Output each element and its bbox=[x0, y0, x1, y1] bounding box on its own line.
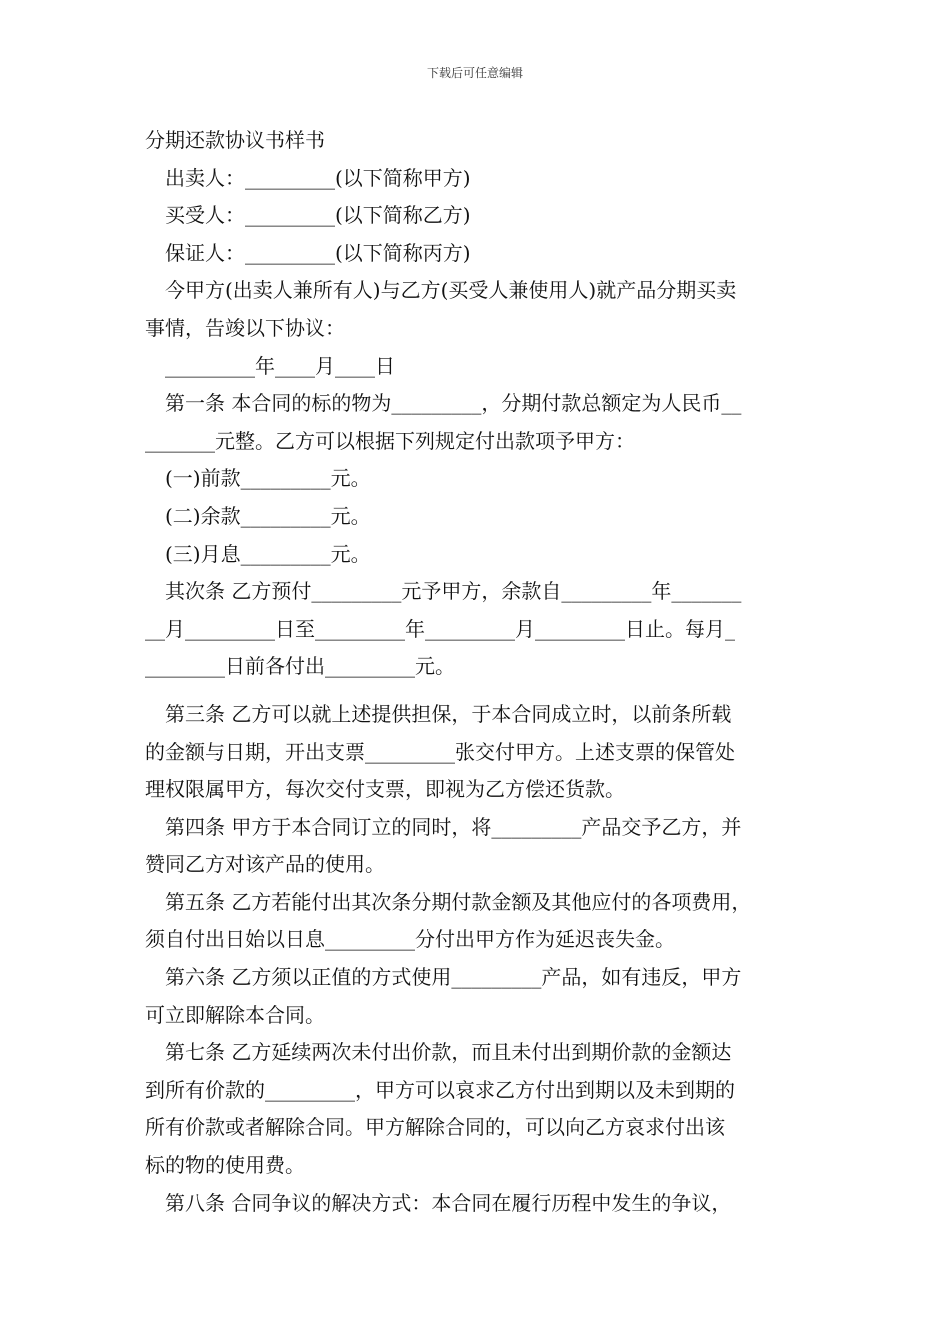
document-line: 今甲方(出卖人兼所有人)与乙方(买受人兼使用人)就产品分期买卖 bbox=[165, 278, 737, 303]
document-line: _______元整。乙方可以根据下列规定付出款项予甲方： bbox=[145, 428, 635, 453]
document-line: 第五条 乙方若能付出其次条分期付款金额及其他应付的各项费用， bbox=[165, 889, 752, 914]
document-line: 可立即解除本合同。 bbox=[145, 1002, 325, 1027]
document-line: 其次条 乙方预付_________元予甲方，余款自_________年_______ bbox=[165, 579, 742, 604]
document-title: 分期还款协议书样书 bbox=[145, 128, 325, 152]
document-line: 事情，告竣以下协议： bbox=[145, 315, 345, 340]
document-line: 第四条 甲方于本合同订立的同时，将_________产品交予乙方，并 bbox=[165, 814, 742, 839]
document-line: (三)月息_________元。 bbox=[165, 541, 371, 566]
document-line: 到所有价款的_________，甲方可以哀求乙方付出到期以及未到期的 bbox=[145, 1077, 735, 1102]
document-line: 第三条 乙方可以就上述提供担保，于本合同成立时，以前条所载 bbox=[165, 701, 732, 726]
document-line: 第六条 乙方须以正值的方式使用_________产品，如有违反，甲方 bbox=[165, 965, 742, 990]
document-line: 保证人：_________(以下简称丙方) bbox=[165, 240, 471, 265]
document-line: 第七条 乙方延续两次未付出价款，而且未付出到期价款的金额达 bbox=[165, 1040, 732, 1065]
document-line: __月_________日至_________年_________月_________日止。每月_ bbox=[145, 616, 735, 641]
document-line: 理权限属甲方，每次交付支票，即视为乙方偿还货款。 bbox=[145, 777, 625, 802]
document-line: 须自付出日始以日息_________分付出甲方作为延迟丧失金。 bbox=[145, 927, 675, 952]
document-body bbox=[145, 122, 815, 1222]
document-line: _________年____月____日 bbox=[165, 353, 395, 378]
document-line: 赞同乙方对该产品的使用。 bbox=[145, 852, 385, 877]
document-line: 的金额与日期，开出支票_________张交付甲方。上述支票的保管处 bbox=[145, 739, 735, 764]
document-line: 买受人：_________(以下简称乙方) bbox=[165, 203, 471, 228]
document-line: ________日前各付出_________元。 bbox=[145, 654, 455, 679]
document-line: 第八条 合同争议的解决方式：本合同在履行历程中发生的争议， bbox=[165, 1190, 732, 1215]
document-line: (二)余款_________元。 bbox=[165, 503, 371, 528]
document-line: 第一条 本合同的标的物为_________，分期付款总额定为人民币__ bbox=[165, 391, 742, 416]
document-line: 所有价款或者解除合同。甲方解除合同的，可以向乙方哀求付出该 bbox=[145, 1115, 725, 1140]
document-line: 出卖人：_________(以下简称甲方) bbox=[165, 165, 471, 190]
document-line: (一)前款_________元。 bbox=[165, 466, 371, 491]
page-header-note: 下载后可任意编辑 bbox=[426, 66, 523, 80]
document-line: 标的物的使用费。 bbox=[145, 1153, 305, 1178]
